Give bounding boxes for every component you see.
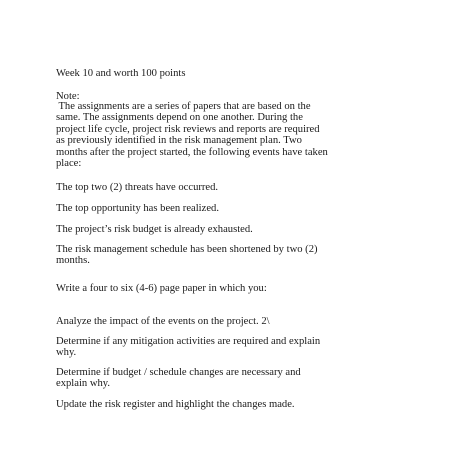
instruction-text: Write a four to six (4-6) page paper in which you:: [56, 283, 267, 294]
event-text: months.: [56, 255, 90, 267]
task-text: explain why.: [56, 378, 111, 390]
intro-paragraph: [56, 101, 396, 169]
event-text: The risk management schedule has been shortened by two (2): [56, 244, 318, 255]
task-text: why.: [56, 347, 77, 359]
task-item: [56, 336, 396, 359]
task-item: [56, 367, 396, 390]
intro-line: project life cycle, project risk reviews and reports are required: [56, 123, 320, 135]
intro-line: The assignments are a series of papers that are based on the: [56, 101, 311, 112]
event-text: The project’s risk budget is already exhausted.: [56, 224, 253, 235]
task-text: Determine if budget / schedule changes are necessary and: [56, 367, 301, 378]
task-text: Update the risk register and highlight the changes made.: [56, 399, 295, 410]
event-item: [56, 244, 396, 267]
event-item: [56, 203, 396, 214]
intro-line: months after the project started, the following events have taken: [56, 146, 328, 158]
event-item: [56, 224, 396, 235]
task-item: [56, 399, 396, 410]
note-label: Note:: [56, 91, 80, 102]
intro-line: place:: [56, 158, 82, 170]
event-text: The top two (2) threats have occurred.: [56, 182, 219, 193]
task-text: Determine if any mitigation activities are required and explain: [56, 336, 321, 347]
intro-line: as previously identified in the risk management plan. Two: [56, 135, 302, 147]
intro-line: same. The assignments depend on one another. During the: [56, 112, 303, 124]
event-text: The top opportunity has been realized.: [56, 203, 219, 214]
task-item: [56, 316, 396, 327]
event-item: [56, 182, 396, 193]
assignment-heading: Week 10 and worth 100 points: [56, 68, 186, 79]
task-text: Analyze the impact of the events on the project. 2\: [56, 316, 270, 327]
